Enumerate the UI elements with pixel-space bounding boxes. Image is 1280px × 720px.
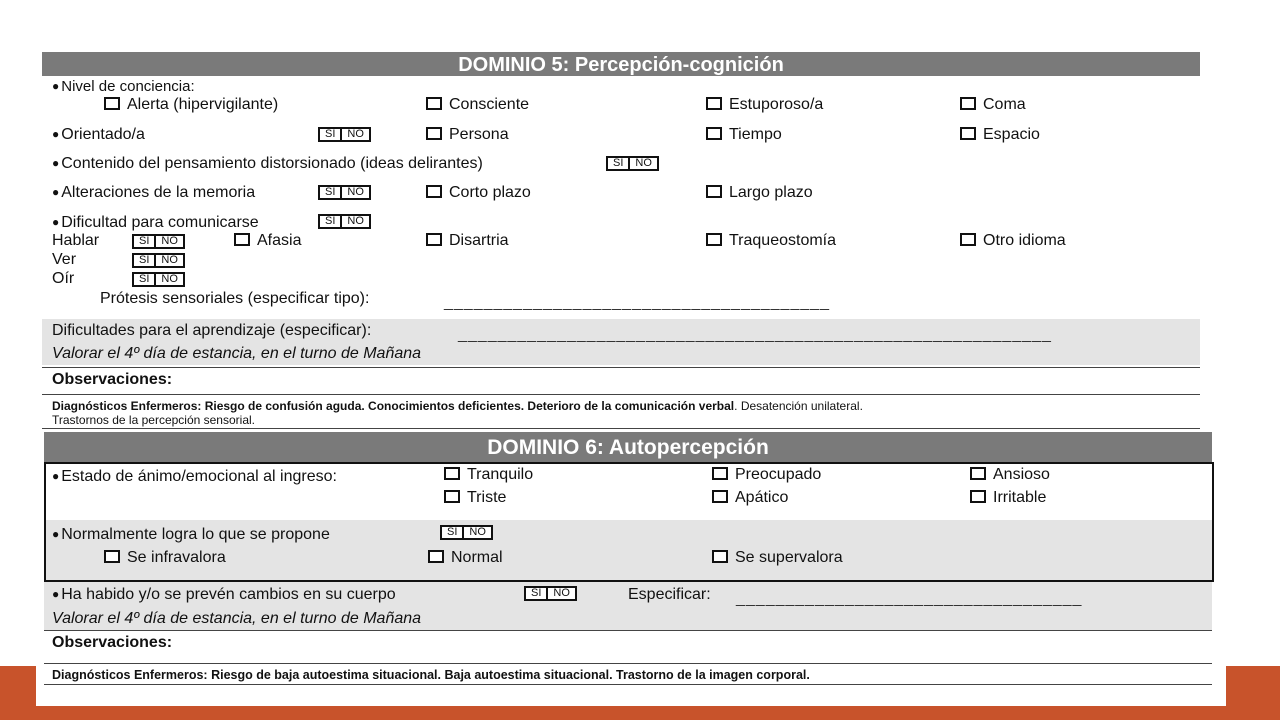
hablar-si-no[interactable]: SI NO [132,232,185,250]
option-alerta[interactable]: Alerta (hipervigilante) [104,96,278,114]
option-consciente[interactable]: Consciente [426,96,529,114]
valorar-note-d6: Valorar el 4º día de estancia, en el turno de Mañana [52,610,422,627]
checkbox-icon[interactable] [706,233,722,246]
dificultad-label: ● Dificultad para comunicarse [52,214,259,231]
protesis-field[interactable]: _______________________________________ [444,294,831,311]
cambios-label: ● Ha habido y/o se prevén cambios en su cuerpo [52,586,396,603]
checkbox-icon[interactable] [426,97,442,110]
divider [42,394,1200,395]
option-ansioso[interactable]: Ansioso [970,466,1050,484]
checkbox-icon[interactable] [428,550,444,563]
memoria-label: ● Alteraciones de la memoria [52,184,256,201]
observaciones-d5: Observaciones: [52,371,173,388]
checkbox-icon[interactable] [426,127,442,140]
checkbox-icon[interactable] [706,97,722,110]
ver-label: Ver [52,251,77,268]
option-coma[interactable]: Coma [960,96,1026,114]
oir-label: Oír [52,270,75,287]
diagnosticos-d6: Diagnósticos Enfermeros: Riesgo de baja autoestima situacional. Baja autoestima situacional. Trastorno de la imagen corporal. [52,668,810,682]
option-normal[interactable]: Normal [428,549,503,567]
observaciones-d6: Observaciones: [52,634,173,651]
checkbox-icon[interactable] [970,490,986,503]
ver-si-no[interactable]: SI NO [132,251,185,269]
domain5-header: DOMINIO 5: Percepción-cognición [42,52,1200,76]
checkbox-icon[interactable] [444,467,460,480]
option-triste[interactable]: Triste [444,489,506,507]
nivel-conciencia-label: ● Nivel de conciencia: [52,78,195,95]
especificar-field[interactable]: ___________________________________ [736,590,1083,607]
hablar-label: Hablar [52,232,100,249]
option-espacio[interactable]: Espacio [960,126,1040,144]
option-apatico[interactable]: Apático [712,489,788,507]
checkbox-icon[interactable] [960,127,976,140]
estado-label: ● Estado de ánimo/emocional al ingreso: [52,468,337,485]
checkbox-icon[interactable] [960,233,976,246]
checkbox-icon[interactable] [970,467,986,480]
checkbox-icon[interactable] [706,185,722,198]
diagnosticos-d5: Diagnósticos Enfermeros: Riesgo de confusión aguda. Conocimientos deficientes. Deterioro de la comunicación verbal. Desatención unilateral. [52,399,863,413]
checkbox-icon[interactable] [712,550,728,563]
option-tiempo[interactable]: Tiempo [706,126,782,144]
checkbox-icon[interactable] [104,97,120,110]
nursing-assessment-form [36,40,1226,706]
option-largo-plazo[interactable]: Largo plazo [706,184,813,202]
logra-label: ● Normalmente logra lo que se propone [52,526,330,543]
divider [44,630,1212,631]
checkbox-icon[interactable] [234,233,250,246]
divider [44,684,1212,685]
contenido-si-no[interactable]: SI NO [606,154,659,172]
checkbox-icon[interactable] [960,97,976,110]
option-persona[interactable]: Persona [426,126,509,144]
contenido-label: ● Contenido del pensamiento distorsionado (ideas delirantes) [52,155,483,172]
memoria-si-no[interactable]: SI NO [318,183,371,201]
checkbox-icon[interactable] [426,233,442,246]
checkbox-icon[interactable] [444,490,460,503]
checkbox-icon[interactable] [706,127,722,140]
option-se-infravalora[interactable]: Se infravalora [104,549,226,567]
divider [42,367,1200,368]
aprendizaje-label: Dificultades para el aprendizaje (especificar): [52,322,372,339]
option-otro-idioma[interactable]: Otro idioma [960,232,1066,250]
orientado-label: ● Orientado/a [52,126,145,143]
diagnosticos-d5-line2: Trastornos de la percepción sensorial. [52,413,255,427]
checkbox-icon[interactable] [712,467,728,480]
logra-si-no[interactable]: SI NO [440,523,493,541]
orientado-si-no[interactable]: SI NO [318,125,371,143]
option-preocupado[interactable]: Preocupado [712,466,821,484]
option-se-supervalora[interactable]: Se supervalora [712,549,843,567]
protesis-label: Prótesis sensoriales (especificar tipo): [100,290,370,307]
divider [44,663,1212,664]
option-irritable[interactable]: Irritable [970,489,1046,507]
option-traqueostomia[interactable]: Traqueostomía [706,232,836,250]
option-estuporoso[interactable]: Estuporoso/a [706,96,823,114]
checkbox-icon[interactable] [426,185,442,198]
option-disartria[interactable]: Disartria [426,232,509,250]
option-corto-plazo[interactable]: Corto plazo [426,184,531,202]
valorar-note-d5: Valorar el 4º día de estancia, en el turno de Mañana [52,345,422,362]
divider [42,428,1200,429]
cambios-si-no[interactable]: SI NO [524,584,577,602]
especificar-label: Especificar: [628,586,711,603]
option-tranquilo[interactable]: Tranquilo [444,466,533,484]
oir-si-no[interactable]: SI NO [132,270,185,288]
dificultad-si-no[interactable]: SI NO [318,212,371,230]
aprendizaje-field[interactable]: ____________________________________________________________ [458,326,1052,343]
domain6-header: DOMINIO 6: Autopercepción [44,432,1212,462]
checkbox-icon[interactable] [712,490,728,503]
option-afasia[interactable]: Afasia [234,232,301,250]
checkbox-icon[interactable] [104,550,120,563]
